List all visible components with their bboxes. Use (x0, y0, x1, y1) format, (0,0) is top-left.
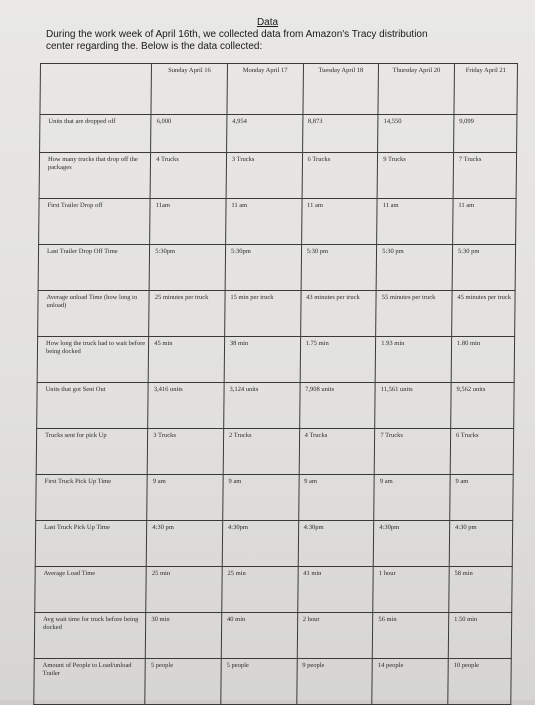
table-cell: 5:30 pm (301, 245, 377, 291)
table-cell: 9,099 (453, 115, 516, 153)
row-label: Last Trailer Drop Off Time (38, 245, 150, 291)
page-title: Data (256, 17, 279, 28)
table-cell: 6 Trucks (302, 153, 378, 199)
table-cell: 40 min (221, 613, 297, 659)
table-row (35, 521, 512, 567)
table-cell: 14 people (372, 659, 448, 705)
table-cell: 2 hour (297, 613, 373, 659)
table-cell: 9 am (147, 475, 223, 521)
row-label: How many trucks that drop off the packages (39, 153, 151, 199)
table-cell: 11 am (225, 199, 301, 245)
table-cell: 7 Trucks (374, 429, 450, 475)
table-row (34, 659, 511, 705)
table-cell: 4:30 pm (449, 521, 513, 567)
table-cell: 11 am (301, 199, 377, 245)
table-cell: 9 am (223, 475, 299, 521)
row-label: First Trailer Drop off (39, 199, 151, 245)
table-cell: 9 am (374, 475, 450, 521)
table-cell: 14,550 (378, 115, 454, 153)
table-cell: 8,873 (302, 115, 378, 153)
table-row (39, 199, 516, 245)
row-label: Amount of People to Load/unload Trailer (34, 659, 146, 705)
row-label: Average unload Time (how long to unload) (38, 291, 150, 337)
table-cell: 43 minutes per truck (300, 291, 376, 337)
table-cell: 4 Trucks (299, 429, 375, 475)
table-cell: 4:30pm (298, 521, 374, 567)
table-cell: 25 min (146, 567, 222, 613)
table-row (40, 115, 517, 153)
table-cell: 1.50 min (448, 613, 512, 659)
table-cell: 4:30pm (373, 521, 449, 567)
table-cell: 3 Trucks (147, 429, 223, 475)
table-cell: 15 min per truck (225, 291, 301, 337)
table-cell: 3 Trucks (226, 153, 302, 199)
column-header: Friday April 21 (454, 64, 518, 115)
header-corner-cell (40, 64, 152, 115)
table-cell: 3,124 units (224, 383, 300, 429)
table-row (37, 383, 514, 429)
table-row (38, 291, 515, 337)
column-header: Tuesday April 18 (303, 64, 379, 115)
table-cell: 25 min (222, 567, 298, 613)
table-row (38, 245, 515, 291)
table-cell: 5 people (145, 659, 221, 705)
table-cell: 25 minutes per truck (149, 291, 225, 337)
table-cell: 55 minutes per truck (376, 291, 452, 337)
table-row (34, 613, 511, 659)
table-row (36, 429, 513, 475)
table-cell: 5 people (221, 659, 297, 705)
table-cell: 9 am (298, 475, 374, 521)
table-body (34, 115, 517, 705)
table-cell: 1 hour (373, 567, 449, 613)
column-header: Thursday April 20 (378, 64, 454, 115)
table-cell: 4 Trucks (150, 153, 226, 199)
table-cell: 56 min (372, 613, 448, 659)
table-cell: 7,908 units (299, 383, 375, 429)
column-header: Sunday April 16 (151, 64, 227, 115)
table-cell: 5:30pm (225, 245, 301, 291)
table-header-row (40, 64, 518, 115)
row-label: First Truck Pick Up Time (36, 475, 148, 521)
table-cell: 11am (150, 199, 226, 245)
table-cell: 30 min (145, 613, 221, 659)
table-cell: 1.80 min (451, 337, 515, 383)
table-cell: 3,416 units (148, 383, 224, 429)
table-cell: 1.75 min (300, 337, 376, 383)
column-header: Monday April 17 (227, 64, 303, 115)
table-cell: 4:30pm (222, 521, 298, 567)
table-cell: 11 am (453, 199, 517, 245)
row-label: Average Load Time (35, 567, 147, 613)
table-cell: 5:30 pm (376, 245, 452, 291)
table-cell: 11 am (377, 199, 453, 245)
table-row (36, 475, 513, 521)
table-cell: 38 min (224, 337, 300, 383)
table-cell: 5:30pm (149, 245, 225, 291)
table-cell: 9,562 units (451, 383, 515, 429)
table-cell: 7 Trucks (453, 153, 517, 199)
row-label: Avg wait time for truck before being docked (34, 613, 146, 659)
row-label: Units that got Sent Out (37, 383, 149, 429)
table-cell: 4,954 (226, 115, 302, 153)
row-label: Trucks sent for pick Up (36, 429, 148, 475)
table-cell: 45 minutes per truck (452, 291, 516, 337)
table-cell: 4:30 pm (146, 521, 222, 567)
row-label: Units that are dropped off (40, 115, 152, 153)
table-row (37, 337, 514, 383)
row-label: How long the truck had to wait before being docked (37, 337, 149, 383)
table-cell: 5:30 pm (452, 245, 516, 291)
table-cell: 11,561 units (375, 383, 451, 429)
table-cell: 45 min (148, 337, 224, 383)
table-cell: 58 min (449, 567, 513, 613)
intro-paragraph: During the work week of April 16th, we collected data from Amazon's Tracy distribution center regarding the. Below is the data collected: (46, 29, 428, 52)
table-row (35, 567, 512, 613)
table-row (39, 153, 516, 199)
table-cell: 9 am (450, 475, 514, 521)
row-label: Last Truck Pick Up Time (35, 521, 147, 567)
table-cell: 2 Trucks (223, 429, 299, 475)
table-cell: 10 people (448, 659, 512, 705)
table-cell: 1.93 min (375, 337, 451, 383)
table-cell: 41 min (297, 567, 373, 613)
table-cell: 6 Trucks (450, 429, 514, 475)
table-cell: 6,000 (151, 115, 227, 153)
table-cell: 9 Trucks (377, 153, 453, 199)
data-table (33, 63, 518, 705)
table-cell: 9 people (296, 659, 372, 705)
